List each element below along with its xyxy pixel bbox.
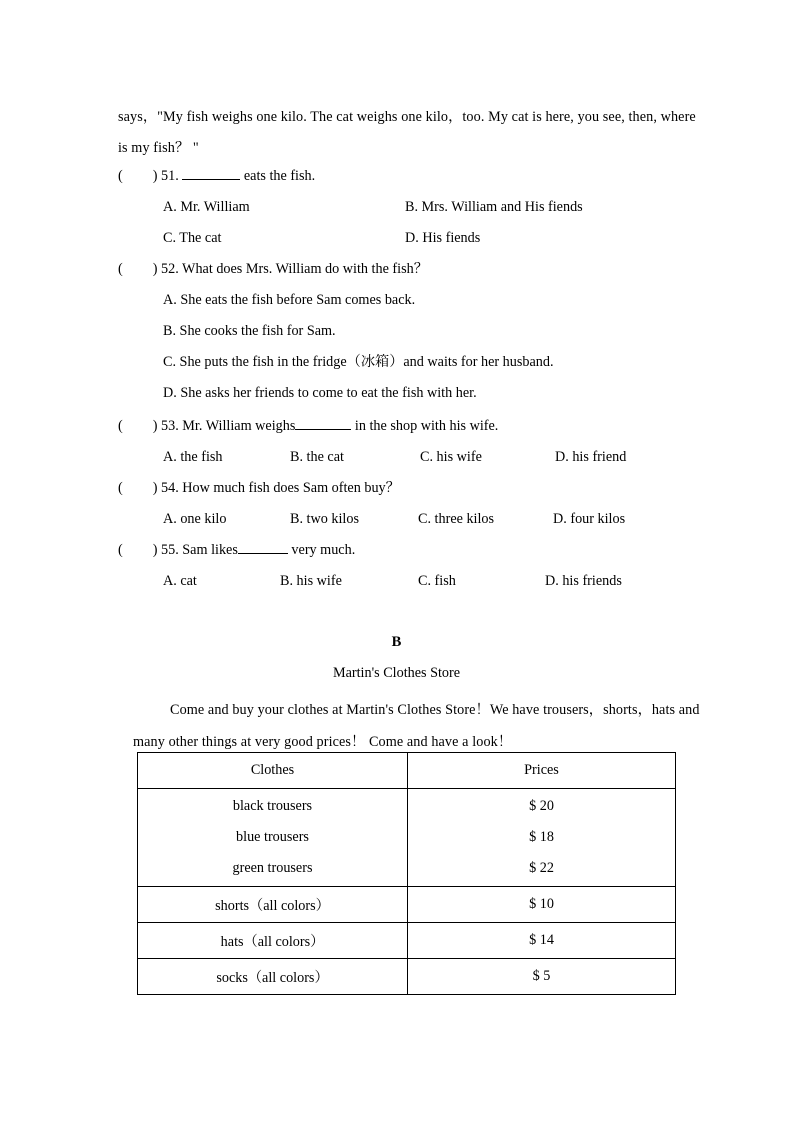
question-52-number: 52. xyxy=(161,261,179,277)
question-54-option-a[interactable]: A. one kilo xyxy=(163,511,227,527)
table-cell-price: $ 10 xyxy=(408,887,676,923)
question-51-paren-close: ) xyxy=(152,168,158,184)
question-53-option-c[interactable]: C. his wife xyxy=(420,449,482,465)
table-cell-trousers-items xyxy=(138,789,408,887)
ad-line-1: Come and buy your clothes at Martin's Clothes Store！We have trousers，shorts，hats and xyxy=(170,702,700,718)
question-51-option-b[interactable]: B. Mrs. William and His fiends xyxy=(405,199,583,215)
question-53-stem-before: Mr. William weighs xyxy=(182,418,296,434)
table-price-blue-trousers: $ 18 xyxy=(529,829,554,845)
question-52-option-c[interactable]: C. She puts the fish in the fridge（冰箱）and waits for her husband. xyxy=(163,354,554,370)
table-price-black-trousers: $ 20 xyxy=(529,798,554,814)
question-54-number: 54. xyxy=(161,480,179,496)
table-cell-trousers-prices xyxy=(408,789,676,887)
question-55-stem-before: Sam likes xyxy=(182,542,238,558)
question-51-stem-after: eats the fish. xyxy=(243,168,316,184)
question-53-stem xyxy=(118,416,498,436)
question-53-paren-open: ( xyxy=(118,418,123,434)
question-55-option-c[interactable]: C. fish xyxy=(418,573,456,589)
question-52-paren-close: ) xyxy=(152,261,158,277)
question-53-number: 53. xyxy=(161,418,179,434)
passage-line-2: is my fish？ " xyxy=(118,140,199,156)
question-52-stem-text: What does Mrs. William do with the fish？ xyxy=(182,261,428,277)
question-52-option-a[interactable]: A. She eats the fish before Sam comes back. xyxy=(163,292,416,308)
table-row xyxy=(138,887,676,923)
table-item-green-trousers: green trousers xyxy=(232,860,313,876)
question-55-stem xyxy=(118,540,355,560)
question-55-blank xyxy=(238,540,288,554)
question-55-paren-open: ( xyxy=(118,542,123,558)
question-53-option-d[interactable]: D. his friend xyxy=(555,449,627,465)
question-53-option-a[interactable]: A. the fish xyxy=(163,449,223,465)
table-header-prices: Prices xyxy=(408,753,676,789)
question-51-paren-open: ( xyxy=(118,168,123,184)
question-52-option-d[interactable]: D. She asks her friends to come to eat the fish with her. xyxy=(163,385,477,401)
table-row xyxy=(138,959,676,995)
table-cell-item: socks（all colors） xyxy=(138,959,408,995)
question-55-option-d[interactable]: D. his friends xyxy=(545,573,622,589)
question-54-paren-open: ( xyxy=(118,480,123,496)
table-price-green-trousers: $ 22 xyxy=(529,860,554,876)
table-cell-item: hats（all colors） xyxy=(138,923,408,959)
question-54-option-d[interactable]: D. four kilos xyxy=(553,511,626,527)
question-51-option-c[interactable]: C. The cat xyxy=(163,230,222,246)
question-52-option-b[interactable]: B. She cooks the fish for Sam. xyxy=(163,323,336,339)
question-53-stem-after: in the shop with his wife. xyxy=(354,418,499,434)
question-54-option-b[interactable]: B. two kilos xyxy=(290,511,359,527)
table-header-row xyxy=(138,753,676,789)
ad-line-2: many other things at very good prices！ Come and have a look！ xyxy=(133,734,513,750)
table-item-blue-trousers: blue trousers xyxy=(236,829,309,845)
question-51-stem xyxy=(118,166,315,186)
table-row xyxy=(138,923,676,959)
question-54-stem xyxy=(118,478,400,498)
section-b-heading: B xyxy=(391,634,402,650)
question-53-blank xyxy=(295,416,351,430)
question-54-option-c[interactable]: C. three kilos xyxy=(418,511,495,527)
table-cell-price: $ 5 xyxy=(408,959,676,995)
question-52-paren-open: ( xyxy=(118,261,123,277)
section-b-subheading: Martin's Clothes Store xyxy=(332,665,461,681)
clothes-price-table xyxy=(137,752,676,995)
question-54-paren-close: ) xyxy=(152,480,158,496)
table-cell-item: shorts（all colors） xyxy=(138,887,408,923)
table-cell-price: $ 14 xyxy=(408,923,676,959)
question-51-blank xyxy=(182,166,240,180)
question-55-option-a[interactable]: A. cat xyxy=(163,573,197,589)
question-53-paren-close: ) xyxy=(152,418,158,434)
question-51-number: 51. xyxy=(161,168,179,184)
question-55-option-b[interactable]: B. his wife xyxy=(280,573,342,589)
question-51-option-a[interactable]: A. Mr. William xyxy=(163,199,250,215)
question-55-number: 55. xyxy=(161,542,179,558)
table-row-trousers-group xyxy=(138,789,676,887)
table-item-black-trousers: black trousers xyxy=(232,798,313,814)
question-55-stem-after: very much. xyxy=(291,542,356,558)
question-51-option-d[interactable]: D. His fiends xyxy=(405,230,481,246)
question-52-stem xyxy=(118,259,428,279)
table-header-clothes: Clothes xyxy=(138,753,408,789)
passage-line-1: says，"My fish weighs one kilo. The cat weighs one kilo，too. My cat is here, you see, then, where xyxy=(118,109,696,125)
question-55-paren-close: ) xyxy=(152,542,158,558)
question-54-stem-text: How much fish does Sam often buy？ xyxy=(182,480,400,496)
question-53-option-b[interactable]: B. the cat xyxy=(290,449,344,465)
